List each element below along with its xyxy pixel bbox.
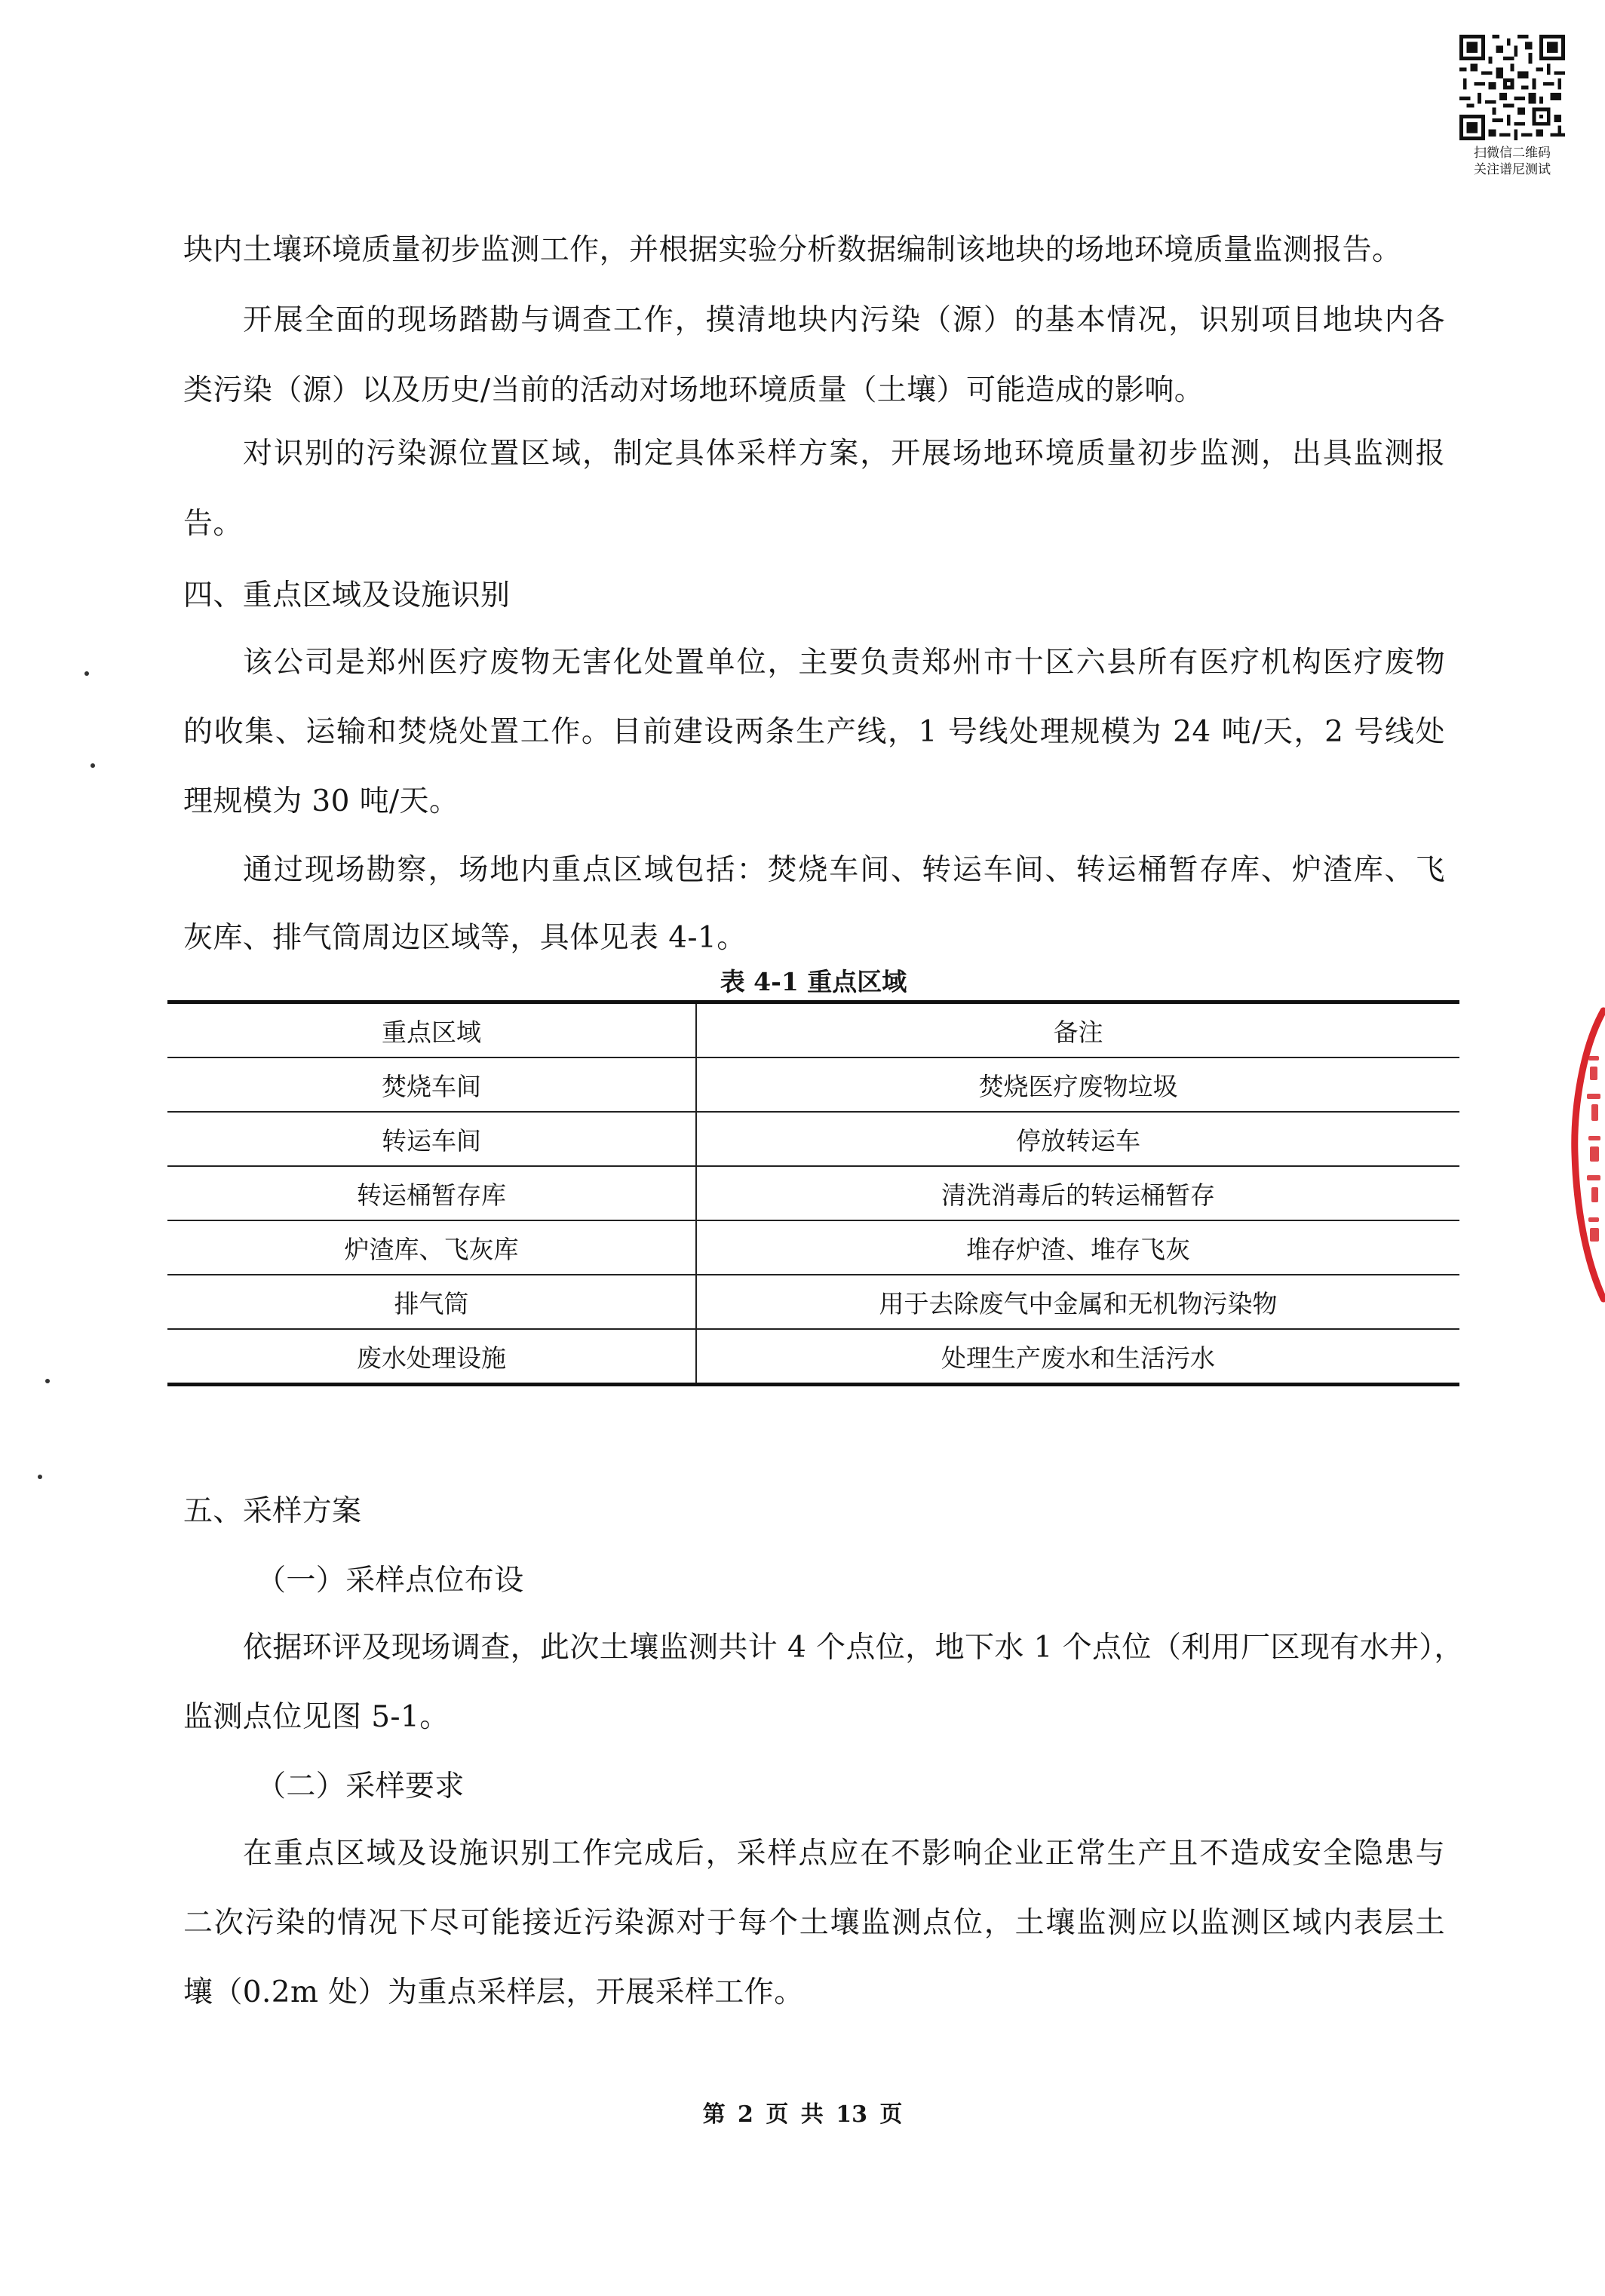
paragraph-text: 理规模为 30 吨/天。	[183, 784, 459, 818]
paragraph-text: 依据环评及现场调查，此次土壤监测共计 4 个点位，地下水 1 个点位（利用厂区现有水井），	[243, 1631, 1464, 1665]
table-header-cell: 备注	[1053, 1017, 1103, 1047]
paragraph-text: 对识别的污染源位置区域，制定具体采样方案，开展场地环境质量初步监测，出具监测报	[243, 437, 1445, 471]
table-cell: 处理生产废水和生活污水	[696, 1329, 1459, 1385]
table-cell: 转运桶暂存库	[167, 1166, 696, 1220]
table-row	[167, 1275, 1459, 1329]
margin-mark	[38, 1475, 42, 1479]
table-cell: 用于去除废气中金属和无机物污染物	[696, 1275, 1459, 1329]
table-cell: 堆存炉渣、堆存飞灰	[696, 1220, 1459, 1275]
paragraph-text: 告。	[183, 507, 243, 541]
table-row	[167, 1220, 1459, 1275]
table-row	[167, 1166, 1459, 1220]
table-row	[167, 1329, 1459, 1385]
table-row	[167, 1057, 1459, 1112]
table-cell: 清洗消毒后的转运桶暂存	[696, 1166, 1459, 1220]
subsection-heading: （一）采样点位布设	[256, 1564, 524, 1598]
table-cell: 排气筒	[167, 1275, 696, 1329]
paragraph-text: 二次污染的情况下尽可能接近污染源对于每个土壤监测点位，土壤监测应以监测区域内表层土	[183, 1906, 1445, 1940]
table-header-row	[167, 1002, 1459, 1058]
table-title: 表 4-1 重点区域	[720, 967, 907, 996]
qr-caption-line1: 扫微信二维码	[1474, 146, 1551, 161]
qr-code-block	[1456, 35, 1569, 178]
paragraph-text: 在重点区域及设施识别工作完成后，采样点应在不影响企业正常生产且不造成安全隐患与	[243, 1837, 1445, 1871]
table-cell: 焚烧车间	[167, 1057, 696, 1112]
paragraph-text: 块内土壤环境质量初步监测工作，并根据实验分析数据编制该地块的场地环境质量监测报告。	[183, 233, 1402, 267]
paragraph-text: 类污染（源）以及历史/当前的活动对场地环境质量（土壤）可能造成的影响。	[183, 373, 1205, 407]
paragraph-text: 壤（0.2m 处）为重点采样层，开展采样工作。	[183, 1975, 804, 2009]
subsection-heading: （二）采样要求	[256, 1770, 465, 1803]
qr-code-icon	[1459, 35, 1565, 140]
paragraph-text: 通过现场勘察，场地内重点区域包括：焚烧车间、转运车间、转运桶暂存库、炉渣库、飞	[243, 853, 1445, 887]
paragraph-text: 监测点位见图 5-1。	[183, 1700, 450, 1734]
paragraph-text: 该公司是郑州医疗废物无害化处置单位，主要负责郑州市十区六县所有医疗机构医疗废物	[243, 646, 1445, 680]
paragraph-text: 灰库、排气筒周边区域等，具体见表 4-1。	[183, 921, 747, 955]
table-cell: 焚烧医疗废物垃圾	[696, 1057, 1459, 1112]
paragraph-text: 开展全面的现场踏勘与调查工作，摸清地块内污染（源）的基本情况，识别项目地块内各	[243, 303, 1445, 337]
table-cell: 废水处理设施	[167, 1329, 696, 1385]
paragraph-text: 的收集、运输和焚烧处置工作。目前建设两条生产线，1 号线处理规模为 24 吨/天，2 号线处	[183, 715, 1445, 749]
margin-mark	[91, 763, 95, 768]
official-seal-fragment	[1567, 1003, 1605, 1305]
key-areas-table	[167, 1000, 1459, 1386]
table-row	[167, 1112, 1459, 1166]
margin-mark	[45, 1379, 50, 1383]
section-heading: 四、重点区域及设施识别	[183, 579, 511, 612]
table-cell: 炉渣库、飞灰库	[167, 1220, 696, 1275]
table-cell: 转运车间	[167, 1112, 696, 1166]
table-header-cell: 重点区域	[167, 1002, 696, 1058]
margin-mark	[84, 671, 89, 676]
table-cell: 停放转运车	[696, 1112, 1459, 1166]
page-number: 第 2 页 共 13 页	[702, 2101, 903, 2128]
section-heading: 五、采样方案	[183, 1494, 362, 1528]
qr-caption-line2: 关注谱尼测试	[1474, 162, 1551, 177]
